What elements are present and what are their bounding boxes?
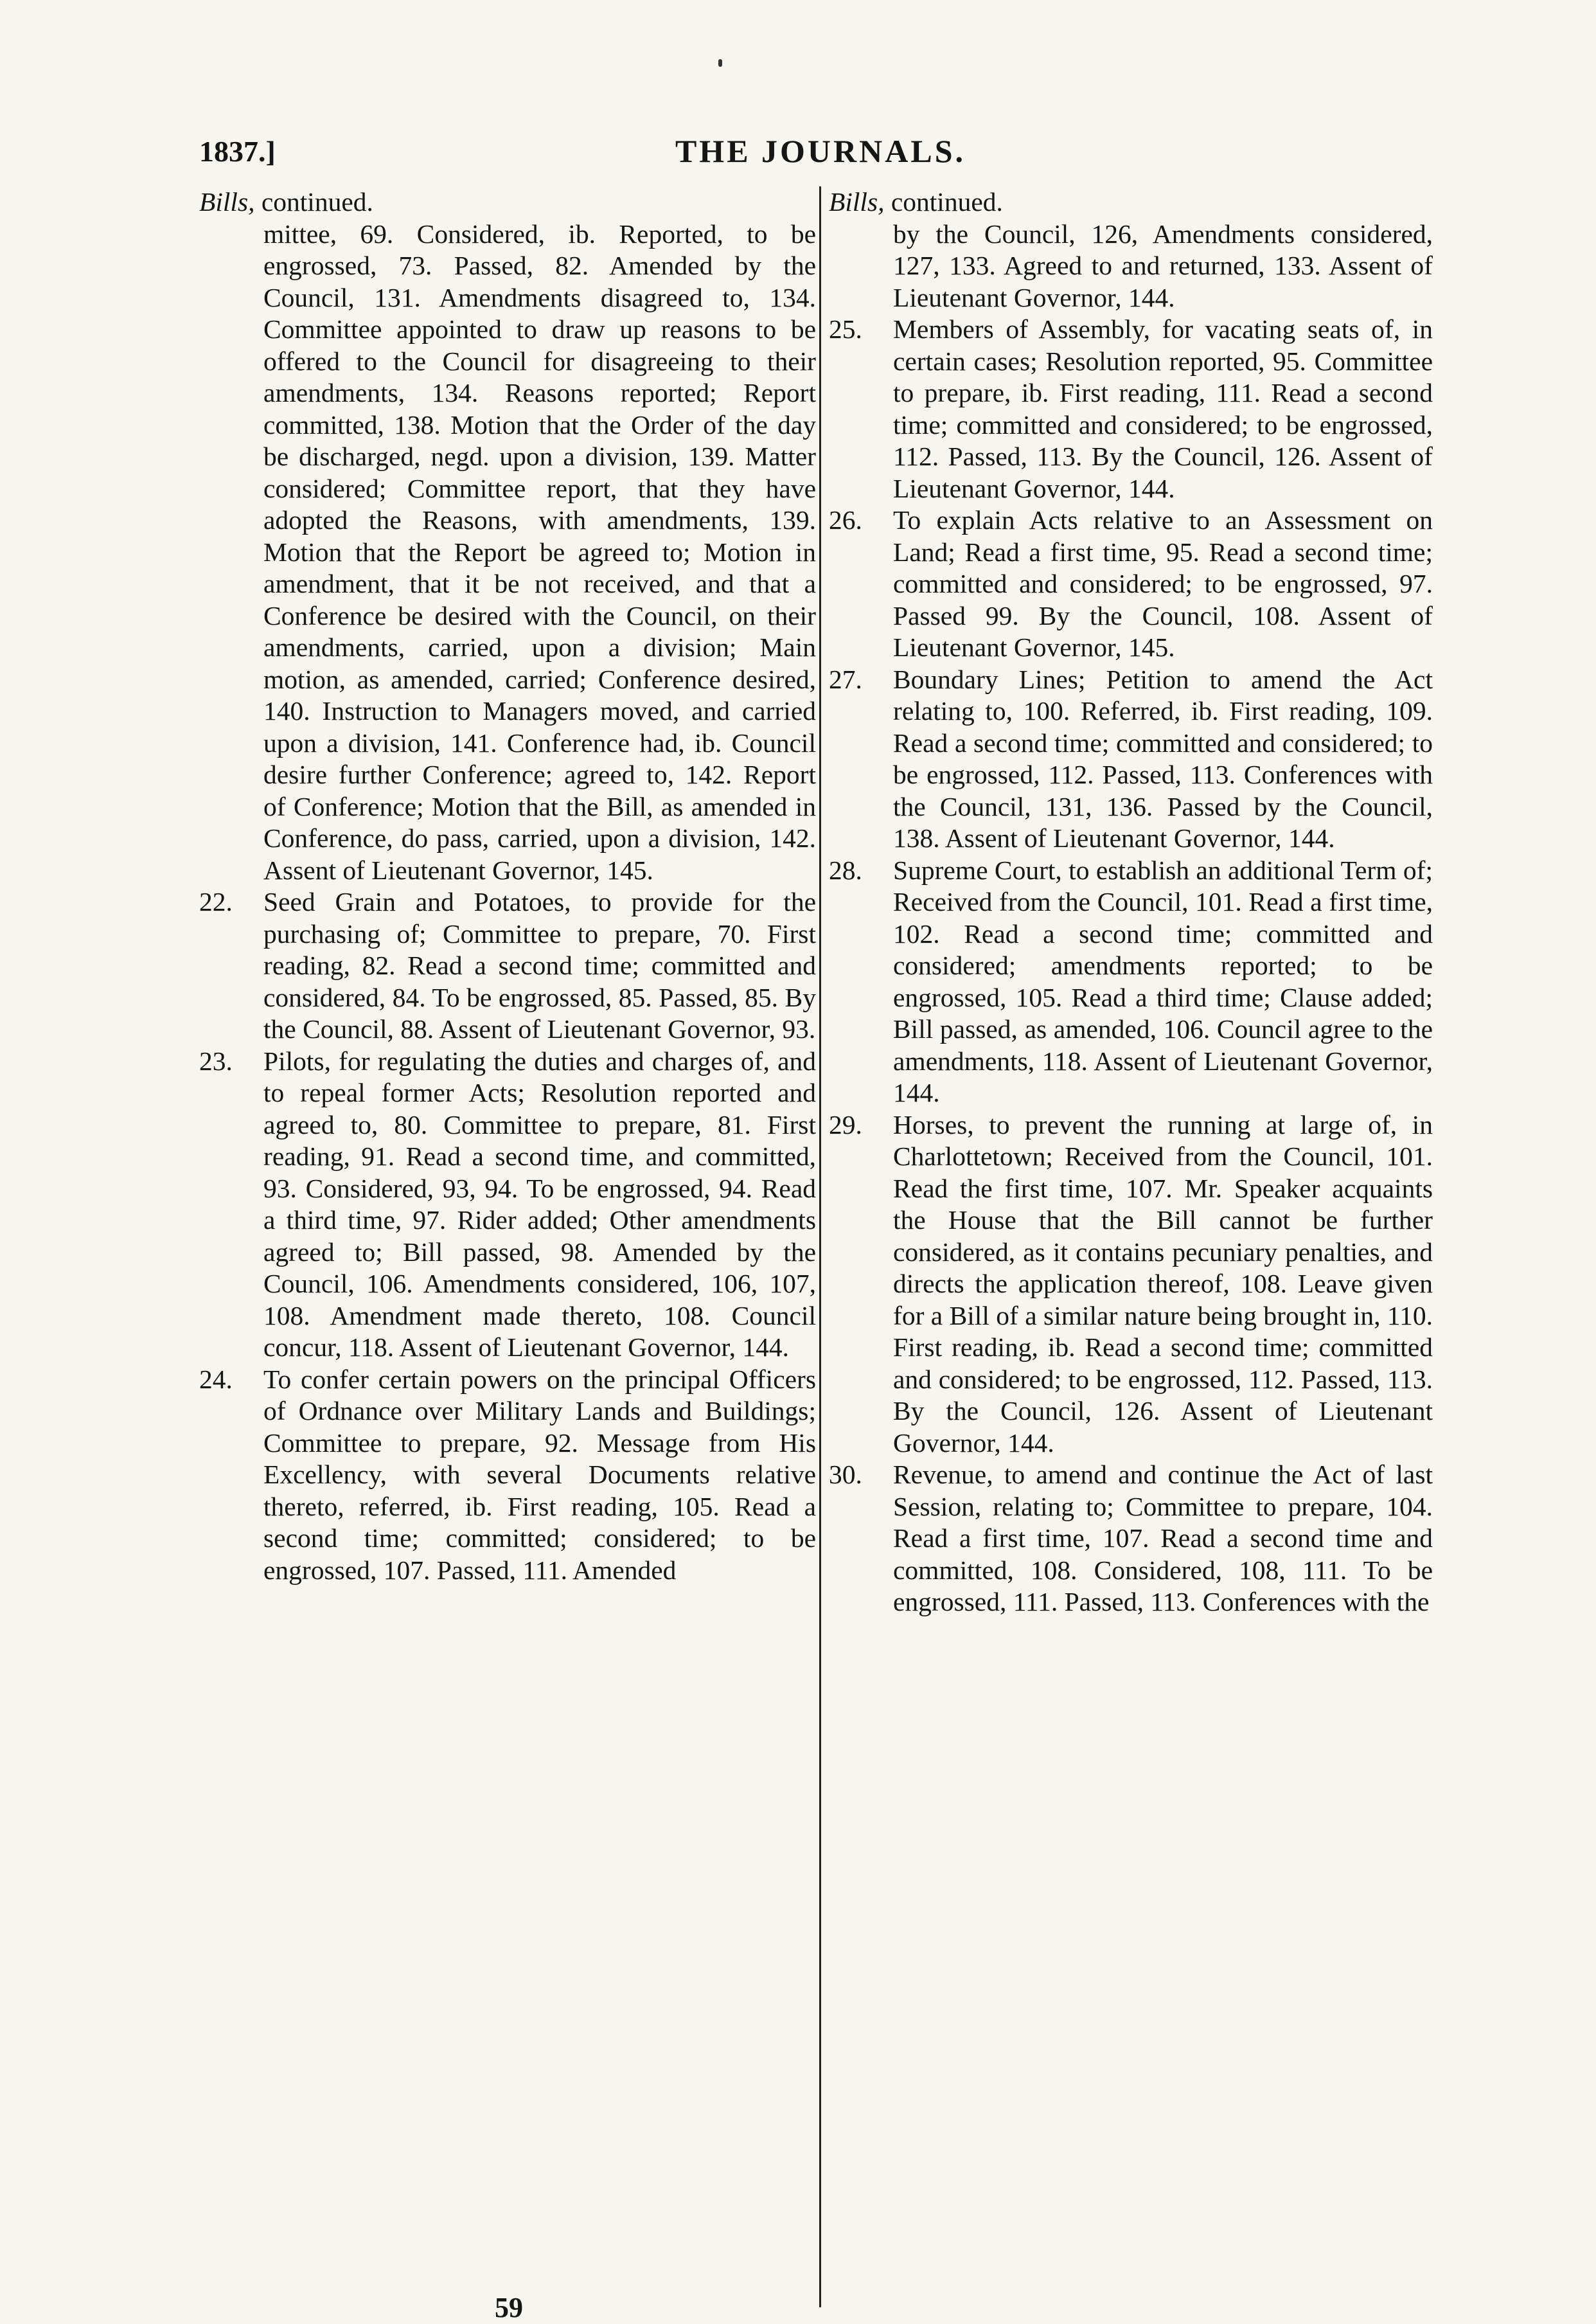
entry-27 bbox=[829, 664, 1433, 855]
folio-number: 59 bbox=[495, 2292, 523, 2323]
entry-number: 22. bbox=[199, 887, 233, 916]
entry-number: 28. bbox=[829, 855, 862, 885]
entry-22 bbox=[199, 886, 816, 1046]
entry-text: Horses, to prevent the running at large of, in Charlottetown; Received from the Council, 101. Read the first time, 107. Mr. Speaker acquaints the House that the Bill cannot be further considered, as it contains pecuniary penalties, and directs the application thereof, 108. Leave given for a Bill of a similar nature being brought in, 110. First reading, ib. Read a second time; committed and considered; to be engrossed, 112. Passed, 113. By the Council, 126. Assent of Lieutenant Governor, 144. bbox=[893, 1109, 1433, 1458]
right-intro-text: by the Council, 126, Amendments considered, 127, 133. Agreed to and returned, 133. Assent of Lieutenant Governor, 144. bbox=[893, 219, 1433, 312]
entry-text: Revenue, to amend and continue the Act of last Session, relating to; Committee to prepare, 104. Read a first time, 107. Read a second time and committed, 108. Considered, 108, 111. To be engrossed, 111. Passed, 113. Conferences with the bbox=[893, 1460, 1433, 1616]
entry-23 bbox=[199, 1046, 816, 1364]
column-divider bbox=[819, 186, 821, 2307]
header-title: THE JOURNALS. bbox=[675, 133, 966, 169]
entry-number: 24. bbox=[199, 1364, 233, 1394]
ink-speck bbox=[718, 59, 722, 67]
entry-text: Members of Assembly, for vacating seats of, in certain cases; Resolution reported, 95. Committee to prepare, ib. First reading, 111. Read a second time; committed and considered; to be engrossed, 112. Passed, 113. By the Council, 126. Assent of Lieutenant Governor, 144. bbox=[893, 314, 1433, 503]
right-column bbox=[829, 186, 1433, 1618]
header-year: 1837.] bbox=[199, 134, 276, 168]
entry-text: Supreme Court, to establish an additional Term of; Received from the Council, 101. Read a first time, 102. Read a second time; committed and considered; amendments reported; to be engrossed, 105. Read a third time; Clause added; Bill passed, as amended, 106. Council agree to the amendments, 118. Assent of Lieutenant Governor, 144. bbox=[893, 855, 1433, 1107]
left-continued-suffix: continued. bbox=[254, 187, 373, 217]
entry-text: To confer certain powers on the principal Officers of Ordnance over Military Lands and Buildings; Committee to prepare, 92. Message from His Excellency, with several Documents relative thereto, referred, ib. First reading, 105. Read a second time; committed; considered; to be engrossed, 107. Passed, 111. Amended bbox=[263, 1364, 816, 1585]
left-continued-heading bbox=[199, 186, 816, 219]
entry-25 bbox=[829, 314, 1433, 505]
entry-29 bbox=[829, 1109, 1433, 1460]
entry-text: Seed Grain and Potatoes, to provide for the purchasing of; Committee to prepare, 70. First reading, 82. Read a second time; committed and considered, 84. To be engrossed, 85. Passed, 85. By the Council, 88. Assent of Lieutenant Governor, 93. bbox=[263, 887, 816, 1044]
entry-number: 23. bbox=[199, 1046, 233, 1076]
entry-text: Boundary Lines; Petition to amend the Act relating to, 100. Referred, ib. First reading, 109. Read a second time; committed and considered; to be engrossed, 112. Passed, 113. Conferences with the Council, 131, 136. Passed by the Council, 138. Assent of Lieutenant Governor, 144. bbox=[893, 664, 1433, 853]
entry-text: To explain Acts relative to an Assessment on Land; Read a first time, 95. Read a second time; committed and considered; to be engrossed, 97. Passed 99. By the Council, 108. Assent of Lieutenant Governor, 145. bbox=[893, 505, 1433, 662]
left-continued-label: Bills, bbox=[199, 187, 255, 217]
right-continued-suffix: continued. bbox=[884, 187, 1003, 217]
entry-24 bbox=[199, 1364, 816, 1587]
entry-number: 30. bbox=[829, 1460, 862, 1489]
right-continued-heading bbox=[829, 186, 1433, 219]
entry-number: 26. bbox=[829, 505, 862, 535]
entry-text: Pilots, for regulating the duties and charges of, and to repeal former Acts; Resolution reported and agreed to, 80. Committee to prepare, 81. First reading, 91. Read a second time, and committed, 93. Considered, 93, 94. To be engrossed, 94. Read a third time, 97. Rider added; Other amendments agreed to; Bill passed, 98. Amended by the Council, 106. Amendments considered, 106, 107, 108. Amendment made thereto, 108. Council concur, 118. Assent of Lieutenant Governor, 144. bbox=[263, 1046, 816, 1362]
entry-28 bbox=[829, 855, 1433, 1109]
running-header bbox=[199, 129, 1442, 174]
left-intro-text: mittee, 69. Considered, ib. Reported, to be engrossed, 73. Passed, 82. Amended by the Council, 131. Amendments disagreed to, 134. Committee appointed to draw up reasons to be offered to the Council for disagreeing to their amendments, 134. Reasons reported; Report committed, 138. Motion that the Order of the day be discharged, negd. upon a division, 139. Matter considered; Committee report, that they have adopted the Reasons, with amendments, 139. Motion that the Report be agreed to; Motion in amendment, that it be not received, and that a Conference be desired with the Council, on their amendments, carried, upon a division; Main motion, as amended, carried; Conference desired, 140. Instruction to Managers moved, and carried upon a division, 141. Conference had, ib. Council desire further Conference; agreed to, 142. Report of Conference; Motion that the Bill, as amended in Conference, do pass, carried, upon a division, 142. Assent of Lieutenant Governor, 145. bbox=[263, 219, 816, 885]
entry-number: 25. bbox=[829, 314, 862, 344]
entry-26 bbox=[829, 505, 1433, 664]
entry-30 bbox=[829, 1459, 1433, 1618]
left-column bbox=[199, 186, 816, 1586]
entry-number: 27. bbox=[829, 664, 862, 694]
right-continued-label: Bills, bbox=[829, 187, 885, 217]
entry-number: 29. bbox=[829, 1109, 862, 1140]
